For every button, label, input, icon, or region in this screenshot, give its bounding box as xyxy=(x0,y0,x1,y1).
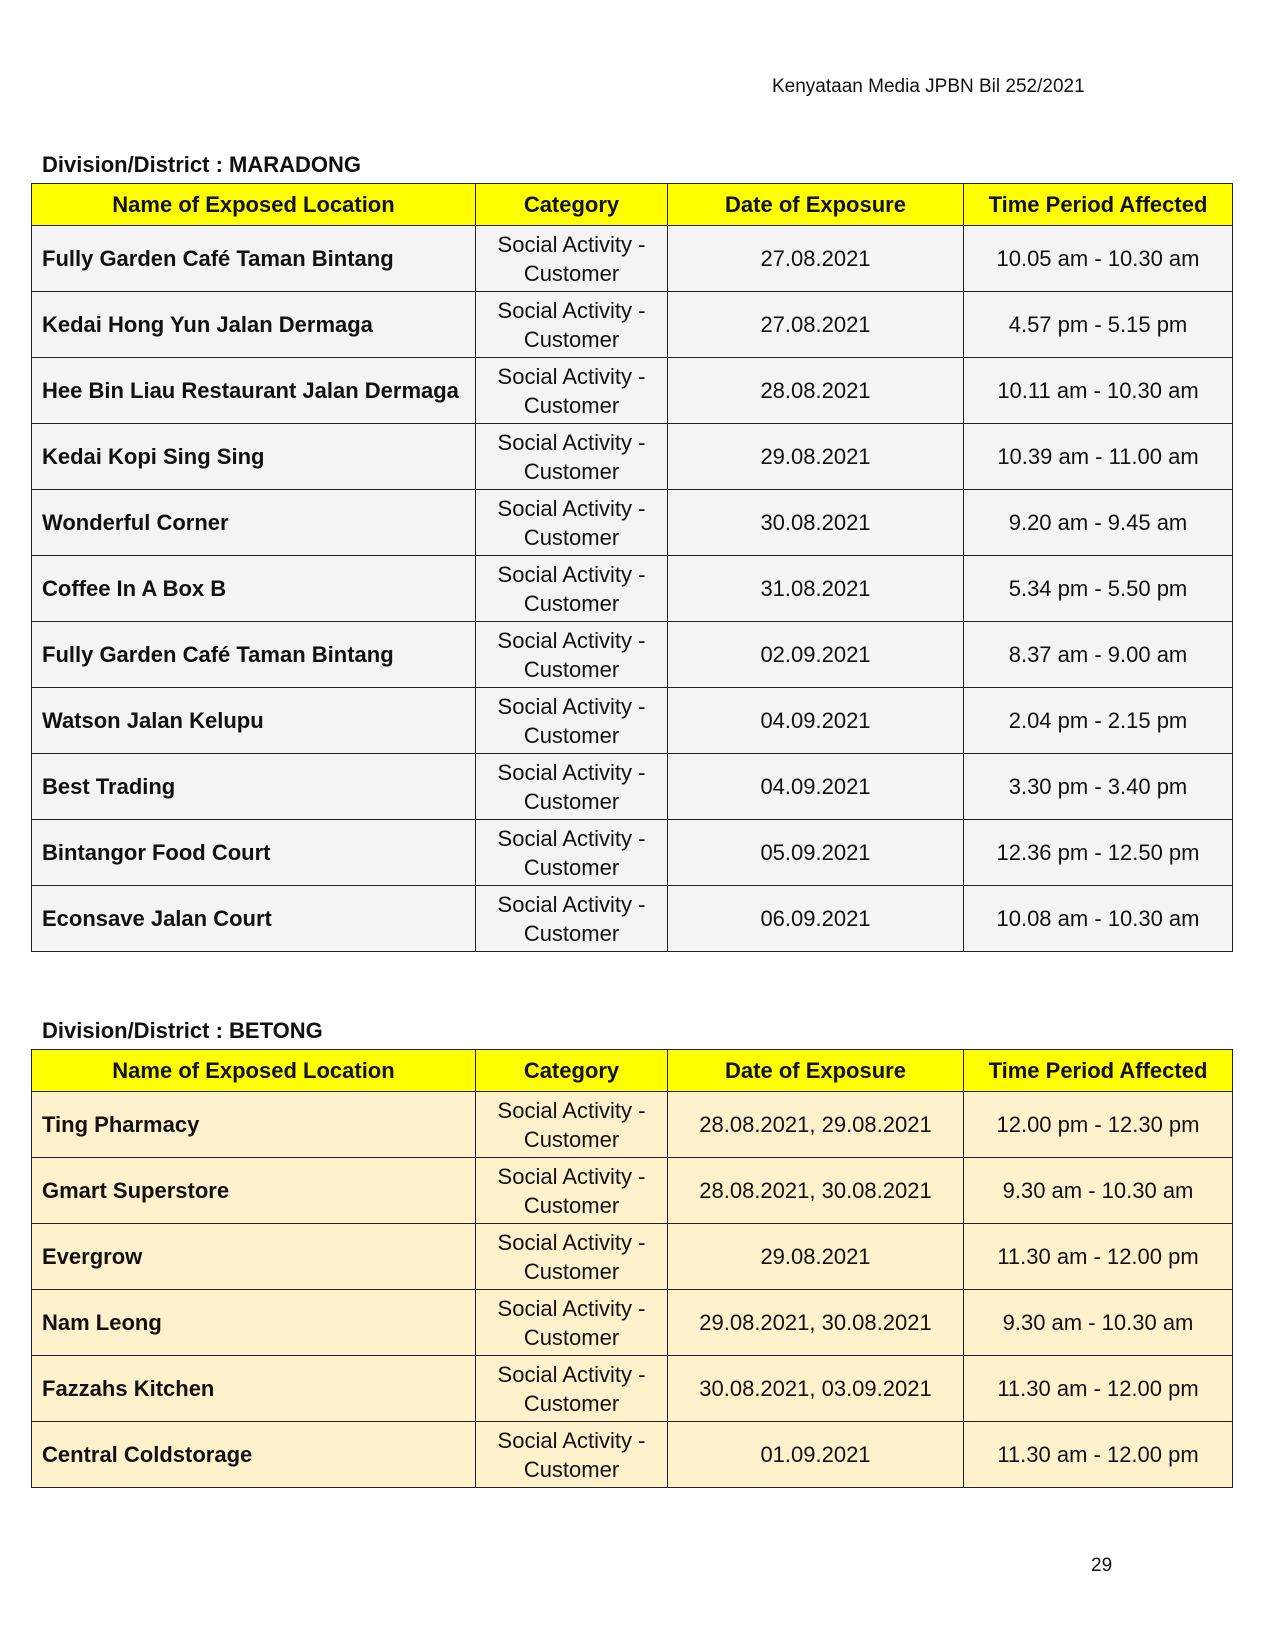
table-row xyxy=(32,226,1233,292)
category-line: Customer xyxy=(523,788,620,814)
category-line: Social Activity - xyxy=(497,627,646,653)
date-cell: 28.08.2021, 30.08.2021 xyxy=(668,1158,964,1224)
category-line: Customer xyxy=(523,1258,620,1284)
time-cell: 3.30 pm - 3.40 pm xyxy=(964,754,1233,820)
date-cell: 28.08.2021 xyxy=(668,358,964,424)
page-number: 29 xyxy=(1091,1555,1113,1576)
column-header-time: Time Period Affected xyxy=(964,1050,1233,1092)
location-cell: Ting Pharmacy xyxy=(32,1092,476,1158)
category-line: Social Activity - xyxy=(497,891,646,917)
category-line: Customer xyxy=(523,656,620,682)
category-line: Social Activity - xyxy=(497,1427,646,1453)
category-line: Customer xyxy=(523,1192,620,1218)
table-row xyxy=(32,754,1233,820)
category-line: Customer xyxy=(523,722,620,748)
time-cell: 10.05 am - 10.30 am xyxy=(964,226,1233,292)
location-cell: Fazzahs Kitchen xyxy=(32,1356,476,1422)
date-cell: 04.09.2021 xyxy=(668,754,964,820)
table-row xyxy=(32,1224,1233,1290)
category-cell xyxy=(476,754,668,820)
time-cell: 11.30 am - 12.00 pm xyxy=(964,1356,1233,1422)
table-body xyxy=(32,226,1233,952)
category-line: Social Activity - xyxy=(497,825,646,851)
category-line: Social Activity - xyxy=(497,759,646,785)
date-cell: 31.08.2021 xyxy=(668,556,964,622)
category-line: Customer xyxy=(523,260,620,286)
time-cell: 10.39 am - 11.00 am xyxy=(964,424,1233,490)
category-line: Customer xyxy=(523,1390,620,1416)
category-line: Customer xyxy=(523,458,620,484)
location-cell: Watson Jalan Kelupu xyxy=(32,688,476,754)
category-line: Customer xyxy=(523,326,620,352)
document-reference: Kenyataan Media JPBN Bil 252/2021 xyxy=(772,76,1085,97)
table-row xyxy=(32,820,1233,886)
table-row xyxy=(32,490,1233,556)
time-cell: 11.30 am - 12.00 pm xyxy=(964,1422,1233,1488)
table-row xyxy=(32,292,1233,358)
time-cell: 11.30 am - 12.00 pm xyxy=(964,1224,1233,1290)
category-cell xyxy=(476,622,668,688)
category-cell xyxy=(476,292,668,358)
time-cell: 4.57 pm - 5.15 pm xyxy=(964,292,1233,358)
category-line: Customer xyxy=(523,392,620,418)
category-cell xyxy=(476,688,668,754)
column-header-category: Category xyxy=(476,184,668,226)
time-cell: 2.04 pm - 2.15 pm xyxy=(964,688,1233,754)
category-line: Social Activity - xyxy=(497,1097,646,1123)
location-cell: Evergrow xyxy=(32,1224,476,1290)
location-cell: Hee Bin Liau Restaurant Jalan Dermaga xyxy=(32,358,476,424)
location-cell: Central Coldstorage xyxy=(32,1422,476,1488)
category-line: Social Activity - xyxy=(497,429,646,455)
district-title: Division/District : BETONG xyxy=(42,1018,323,1043)
category-line: Social Activity - xyxy=(497,363,646,389)
location-cell: Nam Leong xyxy=(32,1290,476,1356)
time-cell: 10.08 am - 10.30 am xyxy=(964,886,1233,952)
date-cell: 27.08.2021 xyxy=(668,292,964,358)
category-line: Customer xyxy=(523,1456,620,1482)
category-cell xyxy=(476,1224,668,1290)
location-cell: Fully Garden Café Taman Bintang xyxy=(32,226,476,292)
table-row xyxy=(32,688,1233,754)
table-row xyxy=(32,1356,1233,1422)
time-cell: 12.36 pm - 12.50 pm xyxy=(964,820,1233,886)
location-cell: Wonderful Corner xyxy=(32,490,476,556)
category-line: Social Activity - xyxy=(497,693,646,719)
time-cell: 9.20 am - 9.45 am xyxy=(964,490,1233,556)
table-row xyxy=(32,1290,1233,1356)
date-cell: 30.08.2021, 03.09.2021 xyxy=(668,1356,964,1422)
category-cell xyxy=(476,424,668,490)
location-cell: Bintangor Food Court xyxy=(32,820,476,886)
category-line: Social Activity - xyxy=(497,561,646,587)
category-cell xyxy=(476,820,668,886)
location-cell: Best Trading xyxy=(32,754,476,820)
category-line: Social Activity - xyxy=(497,1229,646,1255)
category-line: Customer xyxy=(523,1126,620,1152)
category-line: Social Activity - xyxy=(497,1295,646,1321)
category-line: Social Activity - xyxy=(497,297,646,323)
column-header-time: Time Period Affected xyxy=(964,184,1233,226)
table-header-row xyxy=(32,184,1233,226)
category-line: Social Activity - xyxy=(497,495,646,521)
table-row xyxy=(32,1422,1233,1488)
date-cell: 04.09.2021 xyxy=(668,688,964,754)
category-line: Customer xyxy=(523,1324,620,1350)
date-cell: 01.09.2021 xyxy=(668,1422,964,1488)
date-cell: 06.09.2021 xyxy=(668,886,964,952)
location-cell: Coffee In A Box B xyxy=(32,556,476,622)
location-cell: Fully Garden Café Taman Bintang xyxy=(32,622,476,688)
column-header-location: Name of Exposed Location xyxy=(32,1050,476,1092)
date-cell: 30.08.2021 xyxy=(668,490,964,556)
table-header-row xyxy=(32,1050,1233,1092)
table-row xyxy=(32,1092,1233,1158)
category-cell xyxy=(476,1290,668,1356)
category-line: Social Activity - xyxy=(497,1163,646,1189)
category-cell xyxy=(476,556,668,622)
table-row xyxy=(32,556,1233,622)
table-row xyxy=(32,622,1233,688)
category-cell xyxy=(476,1356,668,1422)
column-header-location: Name of Exposed Location xyxy=(32,184,476,226)
column-header-category: Category xyxy=(476,1050,668,1092)
district-title: Division/District : MARADONG xyxy=(42,152,362,177)
date-cell: 02.09.2021 xyxy=(668,622,964,688)
category-line: Customer xyxy=(523,920,620,946)
category-cell xyxy=(476,1092,668,1158)
location-cell: Kedai Hong Yun Jalan Dermaga xyxy=(32,292,476,358)
date-cell: 28.08.2021, 29.08.2021 xyxy=(668,1092,964,1158)
category-line: Customer xyxy=(523,590,620,616)
category-cell xyxy=(476,490,668,556)
date-cell: 29.08.2021, 30.08.2021 xyxy=(668,1290,964,1356)
table-row xyxy=(32,886,1233,952)
location-cell: Gmart Superstore xyxy=(32,1158,476,1224)
time-cell: 9.30 am - 10.30 am xyxy=(964,1290,1233,1356)
category-cell xyxy=(476,226,668,292)
time-cell: 12.00 pm - 12.30 pm xyxy=(964,1092,1233,1158)
table-row xyxy=(32,424,1233,490)
category-line: Social Activity - xyxy=(497,231,646,257)
section-betong xyxy=(31,1016,1232,1488)
time-cell: 9.30 am - 10.30 am xyxy=(964,1158,1233,1224)
table-body xyxy=(32,1092,1233,1488)
category-line: Customer xyxy=(523,524,620,550)
category-cell xyxy=(476,886,668,952)
time-cell: 8.37 am - 9.00 am xyxy=(964,622,1233,688)
category-line: Social Activity - xyxy=(497,1361,646,1387)
category-cell xyxy=(476,1422,668,1488)
column-header-date: Date of Exposure xyxy=(668,1050,964,1092)
category-cell xyxy=(476,1158,668,1224)
date-cell: 29.08.2021 xyxy=(668,424,964,490)
location-cell: Kedai Kopi Sing Sing xyxy=(32,424,476,490)
table-row xyxy=(32,358,1233,424)
exposure-table xyxy=(31,1049,1233,1488)
date-cell: 29.08.2021 xyxy=(668,1224,964,1290)
table-row xyxy=(32,1158,1233,1224)
category-line: Customer xyxy=(523,854,620,880)
exposure-table xyxy=(31,183,1233,952)
column-header-date: Date of Exposure xyxy=(668,184,964,226)
location-cell: Econsave Jalan Court xyxy=(32,886,476,952)
category-cell xyxy=(476,358,668,424)
date-cell: 05.09.2021 xyxy=(668,820,964,886)
date-cell: 27.08.2021 xyxy=(668,226,964,292)
time-cell: 10.11 am - 10.30 am xyxy=(964,358,1233,424)
section-maradong xyxy=(31,150,1232,952)
time-cell: 5.34 pm - 5.50 pm xyxy=(964,556,1233,622)
